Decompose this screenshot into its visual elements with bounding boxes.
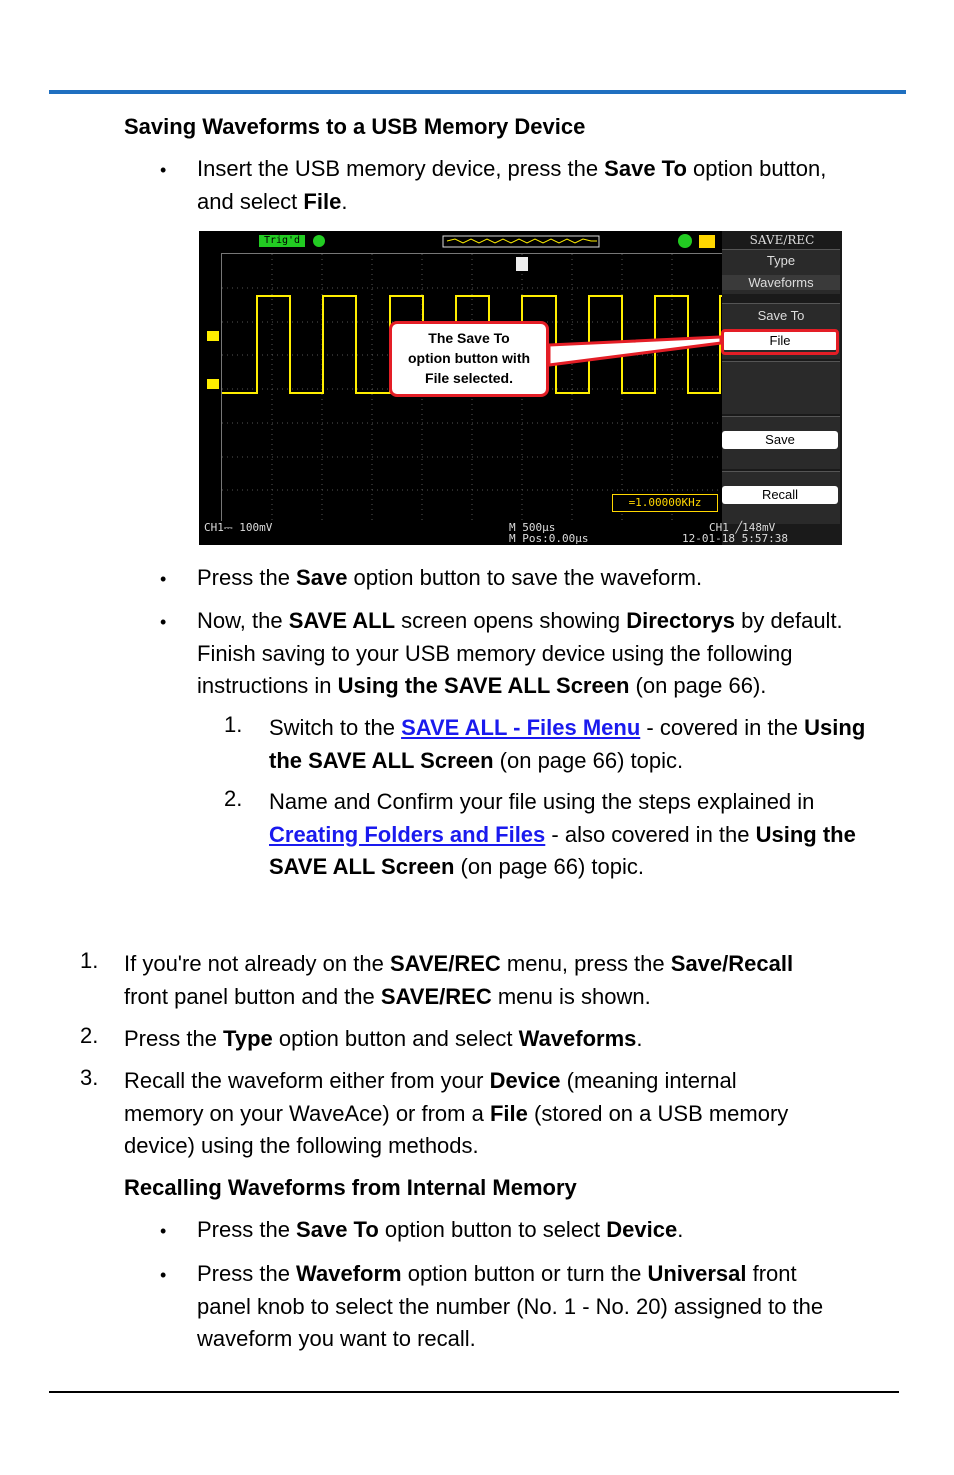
channel-markers: [207, 331, 221, 391]
scope-bottom-bar: [199, 521, 788, 545]
callout-save-to: The Save To option button with File selected.: [389, 321, 549, 397]
menu-save-button[interactable]: Save: [722, 431, 838, 449]
step-switch-files-menu: Switch to the SAVE ALL - Files Menu - covered in the Using the SAVE ALL Screen (on page 66) topic.: [269, 715, 866, 773]
step-number: 2.: [80, 1023, 99, 1048]
menu-save-to-label: Save To: [757, 308, 805, 323]
step-number: 3.: [80, 1065, 99, 1090]
step-number: 2.: [224, 786, 243, 811]
step-number: 1.: [80, 948, 99, 973]
save-rec-menu: [722, 231, 842, 545]
bullet-insert-usb: Insert the USB memory device, press the Save To option button, and select File.: [197, 156, 827, 214]
menu-recall-button[interactable]: Recall: [722, 486, 838, 504]
m-pos: M Pos:0.00μs: [509, 532, 589, 545]
frequency-readout: =1.00000KHz: [612, 494, 718, 512]
section-heading-recalling: Recalling Waveforms from Internal Memory: [124, 1175, 577, 1200]
footer-rule: [49, 1391, 899, 1393]
oscilloscope-screenshot: [199, 231, 842, 545]
menu-file-value: File: [722, 332, 838, 350]
bullet-save-all-screen: Now, the SAVE ALL screen opens showing Directorys by default. Finish saving to your USB memory device using the following instructions in Using the SAVE ALL Screen (on page 66).: [197, 608, 843, 698]
menu-empty-box: [722, 361, 840, 414]
step-number: 1.: [224, 712, 243, 737]
trigd-indicator: Trig'd: [259, 235, 305, 247]
step-recall-waveform: Recall the waveform either from your Device (meaning internal memory on your WaveAce) or from a File (stored on a USB memory device) using the following methods.: [124, 1068, 789, 1158]
step-save-rec-menu: If you're not already on the SAVE/REC menu, press the Save/Recall front panel button and the SAVE/REC menu is shown.: [124, 951, 794, 1009]
link-creating-folders-files[interactable]: Creating Folders and Files: [269, 821, 546, 847]
timebase: M 500μs: [509, 521, 556, 534]
menu-type-label: Type: [766, 253, 796, 268]
status-bar-icons: [199, 231, 722, 251]
ch1-scale: CH1⎓ 100mV: [204, 521, 273, 534]
callout-pointer: [539, 331, 729, 371]
bullet-press-save: Press the Save option button to save the waveform.: [197, 565, 703, 590]
step-type-waveforms: Press the Type option button and select Waveforms.: [124, 1026, 643, 1051]
menu-header: SAVE/REC: [749, 233, 815, 247]
date-time: 12-01-18 5:57:38: [682, 532, 788, 545]
bullet-marker: •: [160, 1221, 167, 1241]
section-heading-saving: Saving Waveforms to a USB Memory Device: [124, 114, 586, 139]
bullet-marker: •: [160, 1265, 167, 1285]
menu-waveforms-value: Waveforms: [722, 275, 840, 290]
step-name-confirm: Name and Confirm your file using the steps explained in Creating Folders and Files - also covered in the Using the SAVE ALL Screen (on page 66) topic.: [269, 789, 856, 879]
bullet-marker: •: [160, 612, 167, 632]
header-rule: [49, 90, 906, 94]
trigger-level: CH1 ╱148mV: [709, 521, 776, 534]
menu-save-box[interactable]: [722, 416, 840, 469]
scope-status-bar: [199, 231, 722, 251]
file-highlight: [721, 329, 839, 355]
bullet-marker: •: [160, 569, 167, 589]
menu-type-box[interactable]: [722, 249, 840, 294]
menu-recall-box[interactable]: [722, 471, 840, 524]
bullet-select-waveform-number: Press the Waveform option button or turn the Universal front panel knob to select the number (No. 1 - No. 20) assigned to the waveform you want to recall.: [197, 1261, 824, 1351]
link-save-all-files-menu[interactable]: SAVE ALL - Files Menu: [401, 715, 641, 740]
bullet-select-device: Press the Save To option button to select Device.: [197, 1217, 684, 1242]
bullet-marker: •: [160, 160, 167, 180]
